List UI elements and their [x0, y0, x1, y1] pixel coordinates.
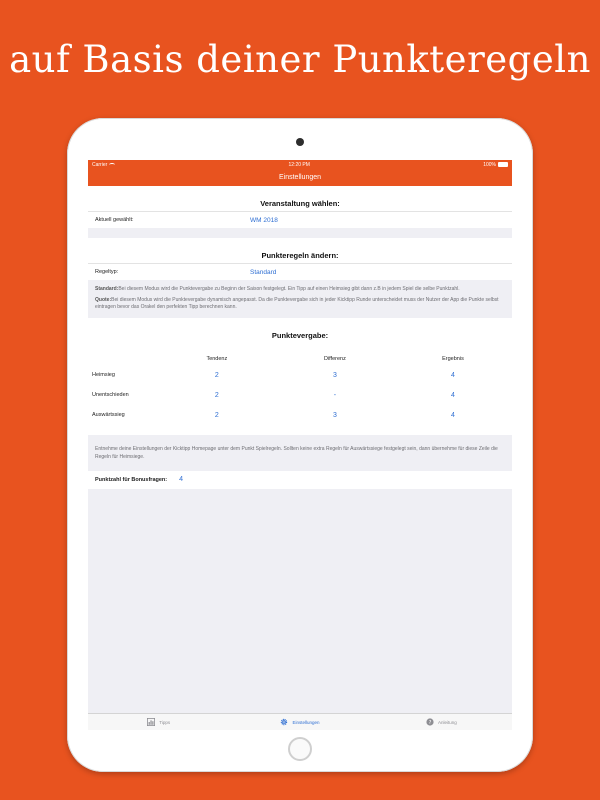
- points-header: [88, 343, 512, 365]
- event-label: Aktuell gewählt:: [95, 217, 134, 223]
- points-row-auswaertssieg: [88, 405, 512, 425]
- event-value[interactable]: WM 2018: [250, 216, 278, 224]
- nav-bar: [88, 169, 512, 186]
- event-section: [88, 186, 512, 228]
- tab-anleitung[interactable]: [371, 714, 512, 730]
- home-button[interactable]: [288, 737, 312, 761]
- unentschieden-differenz-value: -: [333, 391, 337, 399]
- event-row[interactable]: [88, 211, 512, 228]
- ipad-frame: [67, 118, 533, 772]
- points-section: [88, 318, 512, 435]
- info-standard-term: Standard:: [95, 286, 119, 292]
- info-standard: [95, 286, 505, 293]
- help-icon: [426, 718, 434, 726]
- bonus-label: Punktzahl für Bonusfragen:: [95, 476, 168, 483]
- headline: auf Basis deiner Punkteregeln: [9, 38, 591, 81]
- camera: [296, 138, 304, 146]
- tab-einstellungen[interactable]: [229, 714, 370, 730]
- rules-info: [88, 280, 512, 318]
- rules-section-title: Punkteregeln ändern:: [261, 251, 339, 260]
- tab-anleitung-label: Anleitung: [437, 719, 457, 725]
- col-ergebnis: Ergebnis: [442, 356, 464, 363]
- gear-icon: [280, 718, 288, 726]
- tab-tipps-label: Tipps: [159, 719, 171, 725]
- battery-percent: 100%: [483, 161, 496, 168]
- tab-bar: [88, 713, 512, 730]
- heimsieg-tendenz-input[interactable]: 2: [214, 371, 219, 379]
- info-quote-text: Bei diesem Modus wird die Punktevergabe dynamisch angepasst. Da die Punktevergabe sich in jeder Kicktipp Runde unterscheidet muss der Nutzer der App die Punkte selbst eintragen bevor das Orakel den perfekten Tipp berechnen kann.: [95, 296, 499, 310]
- auswaertssieg-differenz-input[interactable]: 3: [332, 411, 337, 419]
- svg-text:?: ?: [428, 719, 432, 726]
- col-differenz: Differenz: [323, 356, 346, 363]
- event-section-title: Veranstaltung wählen:: [260, 199, 340, 208]
- points-row-unentschieden: [88, 385, 512, 405]
- app-screen: [88, 160, 512, 730]
- rules-note: Entnehme deine Einstellungen der Kicktipp Homepage unter dem Punkt Spielregeln. Sollten keine extra Regeln für Auswärtssiege festgelegt sein, dann übernehme für diese Zeile die Regeln für Heimsiege.: [88, 435, 512, 471]
- heimsieg-differenz-input[interactable]: 3: [332, 371, 337, 379]
- status-time: 12:20 PM: [288, 161, 310, 168]
- auswaertssieg-tendenz-input[interactable]: 2: [214, 411, 219, 419]
- tab-einstellungen-label: Einstellungen: [292, 719, 320, 725]
- status-bar: [88, 160, 512, 169]
- col-tendenz: Tendenz: [206, 356, 228, 363]
- bonus-row[interactable]: [88, 471, 512, 489]
- heimsieg-ergebnis-input[interactable]: 4: [451, 371, 455, 379]
- chart-icon: [147, 718, 155, 726]
- info-quote-term: Quote:: [95, 296, 112, 303]
- rule-type-row[interactable]: [88, 263, 512, 280]
- auswaertssieg-ergebnis-input[interactable]: 4: [451, 411, 455, 419]
- row-label: Unentschieden: [92, 392, 129, 399]
- rule-type-value[interactable]: Standard: [250, 268, 277, 276]
- info-standard-text: Bei diesem Modus wird die Punktevergabe zu Beginn der Saison festgelegt. Ein Tipp auf einen Heimsieg gibt dann z.B in jedem Spiel die selbe Punktzahl.: [118, 286, 460, 292]
- tab-tipps[interactable]: [88, 714, 229, 730]
- points-section-title: Punktevergabe:: [271, 331, 329, 341]
- row-label: Auswärtssieg: [92, 412, 125, 419]
- page-title: Einstellungen: [278, 174, 322, 181]
- carrier-label: Carrier: [92, 161, 108, 168]
- unentschieden-tendenz-input[interactable]: 2: [214, 391, 219, 399]
- battery-icon: [498, 162, 508, 167]
- row-label: Heimsieg: [92, 372, 115, 379]
- points-row-heimsieg: [88, 365, 512, 385]
- info-quote: [95, 297, 505, 311]
- rule-type-label: Regeltyp:: [95, 269, 119, 275]
- bonus-input[interactable]: 4: [179, 476, 184, 484]
- wifi-icon: [109, 163, 115, 167]
- unentschieden-ergebnis-input[interactable]: 4: [451, 391, 455, 399]
- section-gap: [88, 228, 512, 238]
- rules-section: [88, 238, 512, 280]
